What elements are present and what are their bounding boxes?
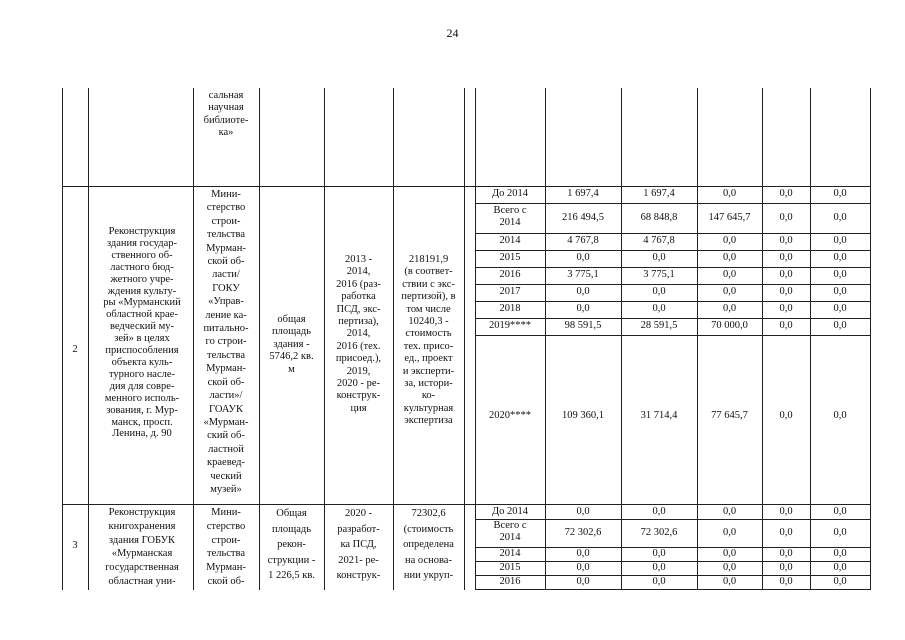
value-cell: 0,0 [652, 562, 666, 573]
value-cell: 0,0 [722, 527, 737, 538]
row-number: 3 [72, 540, 78, 551]
value-cell: 0,0 [722, 269, 737, 280]
period-cell: 2020 - разработ- ка ПСД, 2021- ре- конструк- [336, 508, 381, 581]
value-cell: 98 591,5 [564, 320, 602, 331]
year-label: 2017 [499, 286, 521, 297]
value-cell: 0,0 [833, 188, 847, 199]
value-cell: 4 767,8 [643, 235, 675, 246]
value-cell: 0,0 [779, 506, 793, 517]
year-label: 2015 [499, 252, 521, 263]
value-cell: 77 645,7 [711, 410, 748, 421]
customer-cell: Мини- стерство строи- тельства Мурман- ской об- ласти/ ГОКУ «Управ- ление ка- питально- го строи- тельства Мурман- ской об- ласти»/ ГОАУК «Мурман- ский об- ластной краевед- ческий музей» [203, 189, 249, 495]
value-cell: 109 360,1 [562, 410, 604, 421]
value-cell: 0,0 [722, 576, 737, 587]
value-cell: 0,0 [652, 576, 666, 587]
value-cell: 216 494,5 [562, 212, 604, 223]
value-cell: 0,0 [779, 320, 793, 331]
row-number: 2 [72, 344, 78, 355]
value-cell: 0,0 [652, 303, 666, 314]
year-label: 2016 [499, 269, 521, 280]
value-cell: 3 775,1 [567, 269, 599, 280]
value-cell: 0,0 [833, 576, 847, 587]
year-label: 2015 [499, 562, 521, 573]
value-cell: 0,0 [576, 286, 590, 297]
value-cell: 0,0 [722, 252, 737, 263]
value-cell: 0,0 [833, 286, 847, 297]
value-cell: 28 591,5 [640, 320, 678, 331]
value-cell: 0,0 [722, 303, 737, 314]
year-label: До 2014 [491, 506, 529, 517]
year-label: 2014 [499, 548, 521, 559]
value-cell: 0,0 [652, 548, 666, 559]
year-label: До 2014 [491, 188, 529, 199]
value-cell: 0,0 [833, 562, 847, 573]
value-cell: 1 697,4 [643, 188, 675, 199]
value-cell: 0,0 [833, 212, 847, 223]
year-label: Всего с 2014 [493, 205, 527, 228]
value-cell: 1 697,4 [567, 188, 599, 199]
value-cell: 0,0 [833, 506, 847, 517]
value-cell: 0,0 [779, 188, 793, 199]
value-cell: 0,0 [833, 269, 847, 280]
value-cell: 0,0 [652, 252, 666, 263]
value-cell: 0,0 [576, 506, 590, 517]
value-cell: 0,0 [779, 235, 793, 246]
period-cell: 2013 - 2014, 2016 (раз- работка ПСД, экс- пертиза), 2014, 2016 (тех. присоед.), 2019, 2020 - ре- конструк- ция [335, 254, 382, 414]
value-cell: 0,0 [652, 286, 666, 297]
value-cell: 0,0 [779, 548, 793, 559]
value-cell: 0,0 [779, 252, 793, 263]
value-cell: 0,0 [779, 562, 793, 573]
value-cell: 0,0 [576, 252, 590, 263]
value-cell: 0,0 [779, 303, 793, 314]
value-cell: 0,0 [722, 286, 737, 297]
object-name-cell: Реконструкция здания государ- ственного об- ластного бюд- жетного учре- ждения культу- ры «Мурманский областной крае- ведческий му- зей» в целях приспособления объекта куль- турного насле- дия для совре- менного исполь- зования, г. Мур- манск, просп. Ленина, д. 90 [103, 226, 181, 440]
value-cell: 0,0 [576, 576, 590, 587]
value-cell: 31 714,4 [640, 410, 678, 421]
value-cell: 72 302,6 [640, 527, 678, 538]
year-label: 2016 [499, 576, 521, 587]
value-cell: 0,0 [722, 506, 737, 517]
investment-table [62, 88, 870, 590]
cost-cell: 72302,6 (стоимость определена на основа- нии укруп- [403, 508, 454, 581]
value-cell: 0,0 [833, 320, 847, 331]
year-label: 2018 [499, 303, 521, 314]
value-cell: 72 302,6 [564, 527, 602, 538]
value-cell: 0,0 [779, 212, 793, 223]
value-cell: 0,0 [779, 286, 793, 297]
object-name-cell: Реконструкция книгохранения здания ГОБУК «Мурманская государственная областная уни- [105, 507, 179, 587]
value-cell: 0,0 [833, 548, 847, 559]
value-cell: 0,0 [722, 562, 737, 573]
value-cell: 0,0 [652, 506, 666, 517]
year-label: 2019**** [489, 320, 531, 331]
year-label: 2020**** [489, 410, 531, 421]
value-cell: 0,0 [779, 576, 793, 587]
value-cell: 3 775,1 [643, 269, 675, 280]
capacity-cell: Общая площадь рекон- струкции - 1 226,5 кв. [267, 508, 316, 581]
value-cell: 0,0 [722, 188, 737, 199]
value-cell: 147 645,7 [708, 212, 751, 223]
value-cell: 70 000,0 [711, 320, 748, 331]
year-label: 2014 [499, 235, 521, 246]
value-cell: 0,0 [779, 410, 793, 421]
value-cell: 68 848,8 [640, 212, 678, 223]
value-cell: 0,0 [576, 548, 590, 559]
cost-cell: 218191,9 (в соответ- ствии с экс- пертизой), в том числе 10240,3 - стоимость тех. присо- ед., проект и эксперти- за, истори- ко- культурная экспертиза [401, 254, 456, 427]
customer-cell: Мини- стерство строи- тельства Мурман- ской об- [206, 507, 246, 587]
value-cell: 0,0 [722, 235, 737, 246]
value-cell: 0,0 [779, 269, 793, 280]
value-cell: 4 767,8 [567, 235, 599, 246]
value-cell: 0,0 [833, 252, 847, 263]
value-cell: 0,0 [833, 527, 847, 538]
customer-cell-continued: сальная научная библиоте- ка» [203, 90, 249, 139]
value-cell: 0,0 [833, 235, 847, 246]
capacity-cell: общая площадь здания - 5746,2 кв. м [269, 314, 314, 375]
page-number: 24 [446, 26, 459, 40]
value-cell: 0,0 [722, 548, 737, 559]
value-cell: 0,0 [833, 410, 847, 421]
value-cell: 0,0 [576, 562, 590, 573]
value-cell: 0,0 [576, 303, 590, 314]
value-cell: 0,0 [833, 303, 847, 314]
year-label: Всего с 2014 [493, 520, 527, 543]
value-cell: 0,0 [779, 527, 793, 538]
